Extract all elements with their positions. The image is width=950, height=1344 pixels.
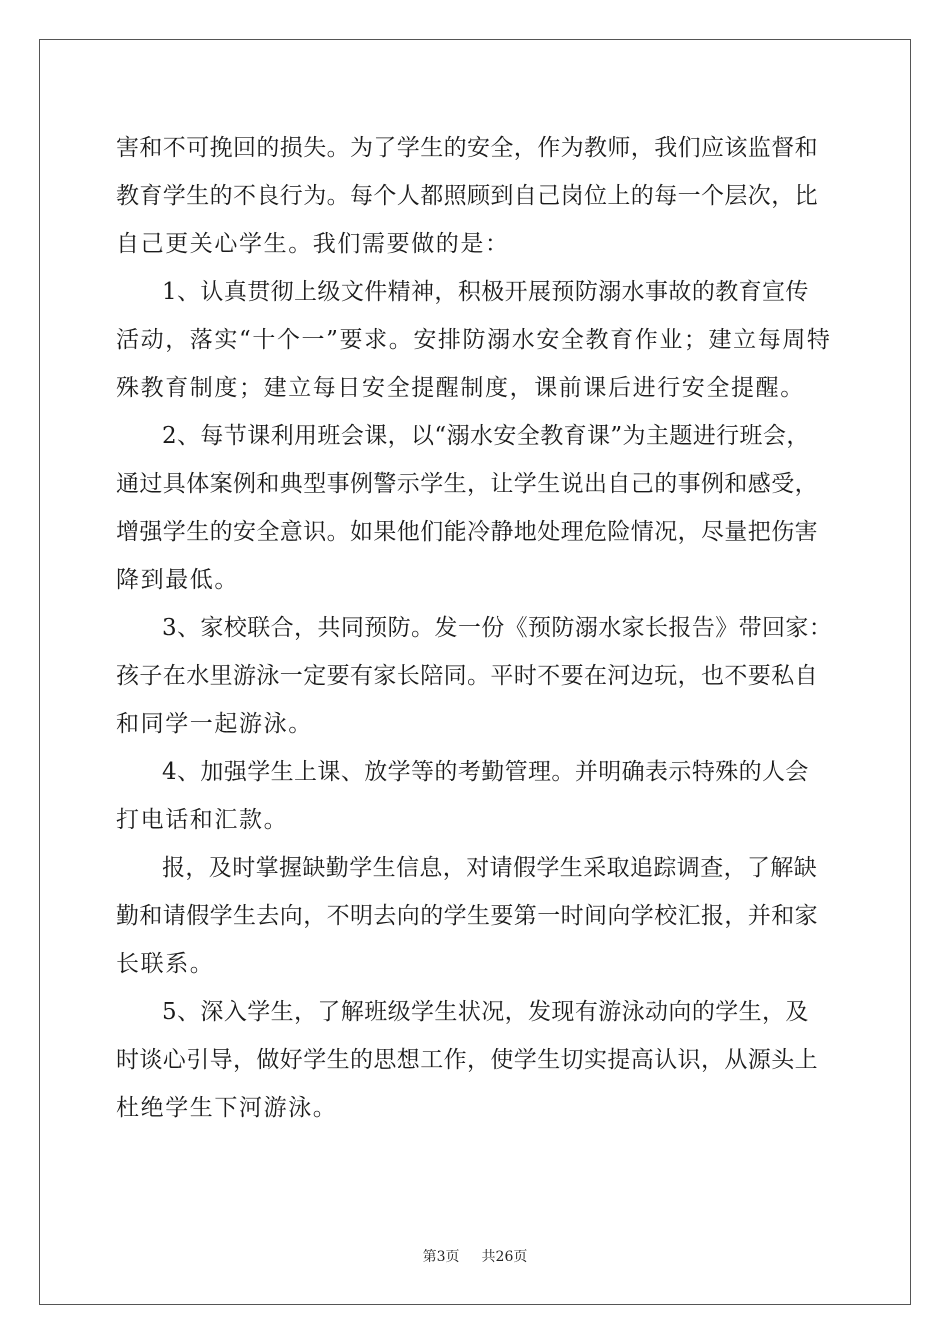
text-line: 降到最低。 [116,567,239,593]
text-line: 3、家校联合，共同预防。发一份《预防溺水家长报告》带回家： [162,615,833,641]
page-footer [0,1248,950,1266]
text-line: 长联系。 [116,951,215,977]
text-line: 增强学生的安全意识。如果他们能冷静地处理危险情况，尽量把伤害 [116,519,818,545]
text-line: 活动，落实“十个一”要求。安排防溺水安全教育作业；建立每周特 [116,327,832,353]
text-line: 杜绝学生下河游泳。 [116,1095,338,1121]
text-line: 勤和请假学生去向，不明去向的学生要第一时间向学校汇报，并和家 [116,903,818,929]
text-line: 1、认真贯彻上级文件精神，积极开展预防溺水事故的教育宣传 [162,279,809,305]
text-line: 4、加强学生上课、放学等的考勤管理。并明确表示特殊的人会 [162,759,809,785]
page-total: 共26页 [481,1249,528,1265]
text-line: 教育学生的不良行为。每个人都照顾到自己岗位上的每一个层次，比 [116,183,818,209]
text-line: 打电话和汇款。 [116,807,289,833]
text-line: 自己更关心学生。我们需要做的是： [116,231,510,257]
document-body [116,124,836,1132]
page-number: 第3页 [422,1249,460,1265]
text-line: 通过具体案例和典型事例警示学生，让学生说出自己的事例和感受， [116,471,818,497]
text-line: 时谈心引导，做好学生的思想工作，使学生切实提高认识，从源头上 [116,1047,818,1073]
text-line: 报，及时掌握缺勤学生信息，对请假学生采取追踪调查，了解缺 [162,855,818,881]
text-line: 2、每节课利用班会课，以“溺水安全教育课”为主题进行班会， [162,423,810,449]
text-line: 孩子在水里游泳一定要有家长陪同。平时不要在河边玩，也不要私自 [116,663,818,689]
text-line: 殊教育制度；建立每日安全提醒制度，课前课后进行安全提醒。 [116,375,805,401]
text-line: 和同学一起游泳。 [116,711,313,737]
text-line: 害和不可挽回的损失。为了学生的安全，作为教师，我们应该监督和 [116,135,818,161]
text-line: 5、深入学生，了解班级学生状况，发现有游泳动向的学生，及 [162,999,809,1025]
